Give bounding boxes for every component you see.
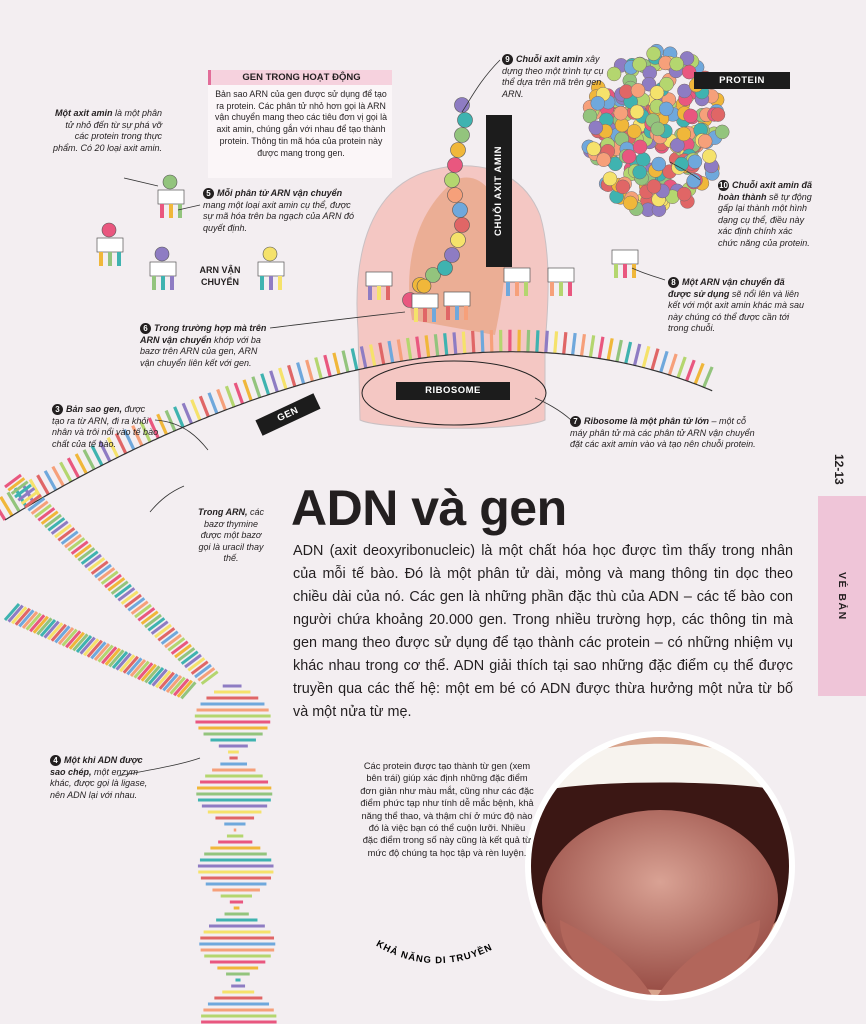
annotation-step8: 8 Một ARN vận chuyển đã được sử dụng sẽ nổi lên và liên kết với một axit amin khác mà sau này chúng có thể được cần tới trong chuỗi. — [668, 277, 804, 333]
annotation-step5: 5 Mỗi phân tử ARN vận chuyển mang một loại axit amin cụ thể, được sự mã hóa trên ba ngạch của ARN đó quyết định. — [203, 188, 354, 233]
ribosome-label: RIBOSOME — [396, 382, 510, 400]
annotation-step7: 7 Ribosome là một phân tử lớn – một cỗ máy phân tử mà các phân tử ARN vận chuyển đặt các axit amin vào và tạo nên chuỗi protein. — [570, 416, 756, 449]
gene-box-body: Bản sao ARN của gen được sử dụng để tạo ra protein. Các phân tử nhỏ hơn gọi là ARN vận chuyển mang theo các tiêu đơn vị gọi là axit amin, chúng gắn với nhau để tạo thành protein. Thông tin mã hóa của protein này được mang trong gen. — [214, 89, 388, 158]
gene-label: GEN — [255, 393, 320, 435]
protein-label: PROTEIN — [694, 72, 790, 89]
circle-caption: KHẢ NĂNG DI TRUYỀN — [374, 938, 495, 967]
annotation-step3: 3 Bản sao gen, được tạo ra từ ARN, đi ra khỏi nhân và trôi nổi vào tế bào chất của tế bào. — [52, 404, 159, 449]
annotation-step9: 9 Chuỗi axit amin xây dựng theo một trình tự cụ thể dựa trên mã trên gen ARN. — [502, 54, 604, 99]
page-number: 12-13 — [832, 453, 846, 485]
circle-text: Các protein được tạo thành từ gen (xem bên trái) giúp xác định những đặc điểm đơn giản như màu mắt, cũng như các đặc điểm phức tạp như tính dễ mắc bệnh, khả năng thể thao, và thậm chí ở mức độ nào đó là việc bạn có thể cuộn lưỡi. Nhiều đặc điểm trong số này cũng là kết quả từ mức độ chúng ta học tập và rèn luyện. — [360, 761, 534, 858]
annotation-step6: 6 Trong trường hợp mà trên ARN vận chuyển khớp với ba bazơ trên ARN của gen, ARN vận chuyển liên kết với gen. — [140, 323, 267, 368]
page-title: ADN và gen — [291, 480, 567, 536]
annotation-amino-acid: Một axit amin là một phân tử nhỏ đến từ sự phá vỡ các protein trong thực phẩm. Có 20 loại axit amin. — [52, 108, 162, 153]
section-tab-label: VÉ BẢN — [836, 571, 848, 621]
annotation-rna-note: Trong ARN, các bazơ thymine được một bazơ gọi là uracil thay thế. — [197, 507, 264, 563]
amino-chain-label: CHUỖI AXIT AMIN — [486, 115, 512, 267]
intro-paragraph: ADN (axit deoxyribonucleic) là một chất hóa học được tìm thấy trong nhân của mỗi tế bào. Đó là một phân tử dài, mỏng và mang thông tin dọc theo chiều dài của nó. Các gen là những phần đặc thù của ADN – các tế bào con người chứa khoảng 20.000 gen. Trong nhiều trường hợp, các thông tin mà gen mang theo được sử dụng để tạo thành các protein – có những nhiệm vụ khác nhau trong cơ thể. ADN giải thích tại sao những đặc điểm cụ thể được truyền qua các thế hệ: một em bé có ADN được thừa hưởng một nửa từ bố và một nửa từ mẹ. — [293, 543, 793, 720]
trna-label: ARN VẬN CHUYỂN — [199, 265, 241, 287]
annotation-step4: 4 Một khi ADN được sao chép, một enzym khác, được gọi là ligase, nên ADN lại với nhau. — [50, 755, 148, 800]
gene-box-heading: GEN TRONG HOẠT ĐỘNG — [208, 70, 392, 85]
annotation-step10: 10 Chuỗi axit amin đã hoàn thành sẽ tự động gấp lại thành một hình dạng cụ thể, điều này xác định chính xác chức năng của protein. — [718, 180, 813, 248]
